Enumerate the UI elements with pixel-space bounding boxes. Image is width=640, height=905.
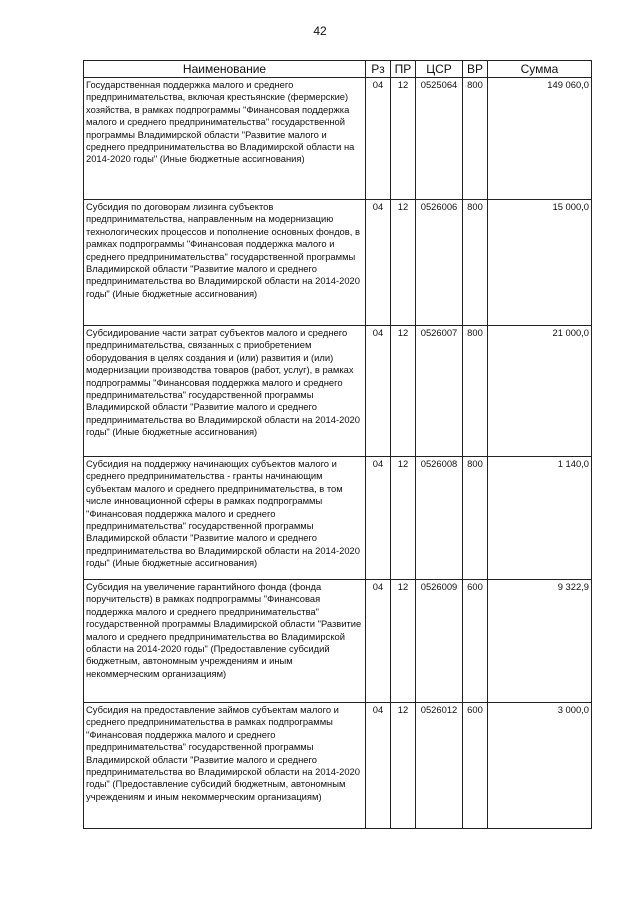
row-csr: 0525064 xyxy=(416,78,463,200)
row-name: Субсидия на увеличение гарантийного фонда (фонда поручительств) в рамках подпрограммы "Финансовая поддержка малого и среднего предпринимательства" государственной программы Владимирской области "Развитие малого и среднего предпринимательства во Владимирской области на 2014-2020 годы" (Предоставление субсидий бюджетным, автономным учреждениям и иным некоммерческим организациям) xyxy=(84,580,366,703)
header-name: Наименование xyxy=(84,61,366,78)
row-sum: 149 060,0 xyxy=(488,78,592,200)
row-pr: 12 xyxy=(391,200,416,326)
row-sum: 21 000,0 xyxy=(488,326,592,457)
row-vr: 800 xyxy=(463,457,488,580)
row-rz: 04 xyxy=(366,703,391,829)
row-vr: 600 xyxy=(463,580,488,703)
header-sum: Сумма xyxy=(488,61,592,78)
row-sum: 15 000,0 xyxy=(488,200,592,326)
row-rz: 04 xyxy=(366,200,391,326)
row-rz: 04 xyxy=(366,580,391,703)
row-rz: 04 xyxy=(366,78,391,200)
row-csr: 0526009 xyxy=(416,580,463,703)
row-pr: 12 xyxy=(391,78,416,200)
table-row xyxy=(84,200,592,326)
header-pr: ПР xyxy=(391,61,416,78)
row-pr: 12 xyxy=(391,457,416,580)
header-vr: ВР xyxy=(463,61,488,78)
table-row xyxy=(84,78,592,200)
row-csr: 0526012 xyxy=(416,703,463,829)
header-rz: Рз xyxy=(366,61,391,78)
row-vr: 800 xyxy=(463,78,488,200)
row-sum: 3 000,0 xyxy=(488,703,592,829)
row-rz: 04 xyxy=(366,457,391,580)
row-csr: 0526007 xyxy=(416,326,463,457)
table-row xyxy=(84,326,592,457)
row-vr: 600 xyxy=(463,703,488,829)
table-header-row xyxy=(84,61,592,78)
table-row xyxy=(84,580,592,703)
row-name: Государственная поддержка малого и среднего предпринимательства, включая крестьянские (фермерские) хозяйства, в рамках подпрограммы "Финансовая поддержка малого и среднего предпринимательства" государственной программы Владимирской области "Развитие малого и среднего предпринимательства во Владимирской области на 2014-2020 годы" (Иные бюджетные ассигнования) xyxy=(84,78,366,200)
table-row xyxy=(84,703,592,829)
row-name: Субсидирование части затрат субъектов малого и среднего предпринимательства, связанных с приобретением оборудования в целях создания и (или) развития и (или) модернизации производства товаров (работ, услуг), в рамках подпрограммы "Финансовая поддержка малого и среднего предпринимательства" государственной программы Владимирской области "Развитие малого и среднего предпринимательства во Владимирской области на 2014-2020 годы" (Иные бюджетные ассигнования) xyxy=(84,326,366,457)
row-name: Субсидия на поддержку начинающих субъектов малого и среднего предпринимательства - гранты начинающим субъектам малого и среднего предпринимательства, в том числе инновационной сферы в рамках подпрограммы "Финансовая поддержка малого и среднего предпринимательства" государственной программы Владимирской области "Развитие малого и среднего предпринимательства во Владимирской области на 2014-2020 годы" (Иные бюджетные ассигнования) xyxy=(84,457,366,580)
header-csr: ЦСР xyxy=(416,61,463,78)
table-row xyxy=(84,457,592,580)
row-vr: 800 xyxy=(463,200,488,326)
row-sum: 9 322,9 xyxy=(488,580,592,703)
row-pr: 12 xyxy=(391,703,416,829)
row-rz: 04 xyxy=(366,326,391,457)
row-csr: 0526008 xyxy=(416,457,463,580)
row-pr: 12 xyxy=(391,580,416,703)
row-csr: 0526006 xyxy=(416,200,463,326)
page-number: 42 xyxy=(313,24,327,38)
row-sum: 1 140,0 xyxy=(488,457,592,580)
row-name: Субсидия на предоставление займов субъектам малого и среднего предпринимательства в рамках подпрограммы "Финансовая поддержка малого и среднего предпринимательства" государственной программы Владимирской области "Развитие малого и среднего предпринимательства во Владимирской области на 2014-2020 годы" (Предоставление субсидий бюджетным, автономным учреждениям и иным некоммерческим организациям) xyxy=(84,703,366,829)
row-vr: 800 xyxy=(463,326,488,457)
row-pr: 12 xyxy=(391,326,416,457)
budget-table xyxy=(83,60,592,829)
row-name: Субсидия по договорам лизинга субъектов предпринимательства, направленным на модернизацию технологических процессов и пополнение основных фондов, в рамках подпрограммы "Финансовая поддержка малого и среднего предпринимательства" государственной программы Владимирской области "Развитие малого и среднего предпринимательства во Владимирской области на 2014-2020 годы" (Иные бюджетные ассигнования) xyxy=(84,200,366,326)
